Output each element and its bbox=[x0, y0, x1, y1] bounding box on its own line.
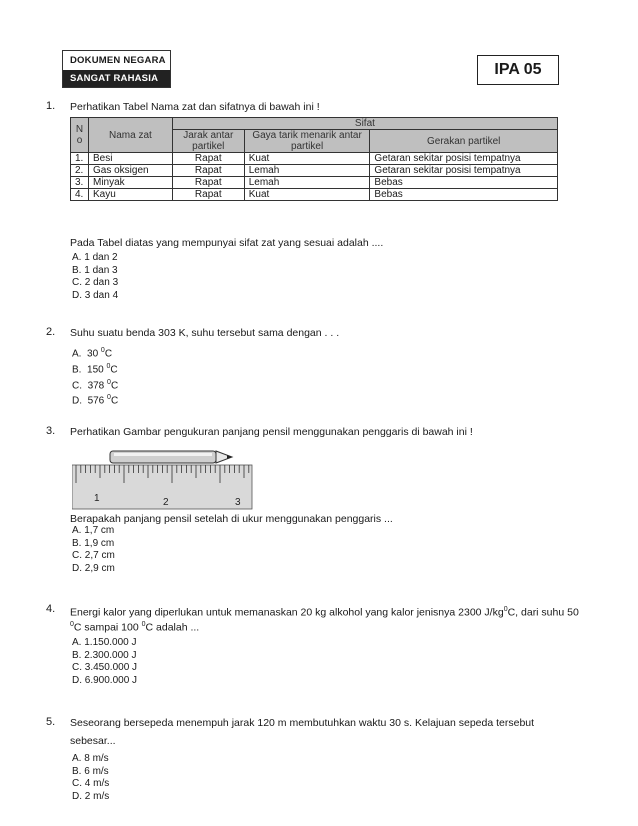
q5-line2: sebesar... bbox=[70, 735, 116, 747]
degree-sup: 0 bbox=[141, 621, 146, 628]
cell-nama: Kayu bbox=[88, 189, 172, 201]
option-value: 30 bbox=[87, 348, 99, 360]
ruler-label-1: 1 bbox=[94, 493, 100, 504]
cell-gerakan: Bebas bbox=[370, 189, 558, 201]
option-d: D. 2,9 cm bbox=[72, 562, 115, 574]
cell-gaya: Lemah bbox=[244, 177, 370, 189]
degree-sup: 0 bbox=[503, 606, 508, 613]
option-c bbox=[72, 377, 118, 393]
option-d: D. 3 dan 4 bbox=[72, 289, 119, 301]
degree-sup: 0 bbox=[106, 362, 111, 370]
option-letter: A. bbox=[72, 348, 82, 360]
option-value: 576 bbox=[87, 395, 105, 407]
q1-question: Pada Tabel diatas yang mempunyai sifat zat yang sesuai adalah .... bbox=[70, 237, 384, 249]
q1-table-wrap bbox=[70, 117, 558, 201]
option-unit: C bbox=[104, 348, 113, 360]
cell-no: 2. bbox=[71, 165, 89, 177]
option-c: C. 4 m/s bbox=[72, 778, 110, 789]
q4-line1-text: Energi kalor yang diperlukan untuk memanaskan 20 kg alkohol yang kalor jenisnya 2300 J/kg bbox=[70, 606, 504, 619]
table-row bbox=[71, 189, 558, 201]
table-header-sifat: Sifat bbox=[172, 118, 557, 130]
pencil-body bbox=[110, 451, 216, 463]
cell-no: 4. bbox=[71, 189, 89, 201]
q4-line2-text: C sampai 100 bbox=[73, 621, 142, 634]
table-row bbox=[71, 177, 558, 189]
option-unit: C bbox=[110, 364, 118, 376]
degree-sup: 0 bbox=[107, 394, 111, 402]
cell-gaya: Kuat bbox=[244, 189, 370, 201]
table-header-nama: Nama zat bbox=[88, 118, 172, 153]
option-value: 150 bbox=[87, 364, 104, 376]
cell-nama: Gas oksigen bbox=[88, 165, 172, 177]
q4-line1-end: C, dari suhu 50 bbox=[507, 606, 579, 619]
q3-number: 3. bbox=[46, 425, 56, 437]
option-c: C. 3.450.000 J bbox=[72, 662, 138, 673]
cell-gerakan: Getaran sekitar posisi tempatnya bbox=[370, 165, 558, 177]
option-b bbox=[72, 361, 118, 377]
cell-gerakan: Getaran sekitar posisi tempatnya bbox=[370, 153, 558, 165]
table-header-jarak: Jarak antar partikel bbox=[172, 130, 244, 153]
table-header-gaya: Gaya tarik menarik antar partikel bbox=[244, 130, 370, 153]
cell-gaya: Kuat bbox=[244, 153, 370, 165]
option-d bbox=[72, 392, 118, 408]
option-a: A. 8 m/s bbox=[72, 753, 109, 764]
degree-sup: 0 bbox=[70, 621, 74, 628]
ruler-label-2: 2 bbox=[163, 497, 169, 508]
q1-table bbox=[70, 117, 558, 201]
option-b: B. 2.300.000 J bbox=[72, 649, 137, 661]
option-unit: C bbox=[110, 395, 119, 407]
option-unit: C bbox=[110, 379, 119, 391]
option-c: C. 2 dan 3 bbox=[72, 277, 119, 288]
cell-gerakan: Bebas bbox=[370, 177, 558, 189]
q2-options bbox=[72, 345, 118, 408]
q2-number: 2. bbox=[46, 326, 56, 338]
option-a: A. 1.150.000 J bbox=[72, 637, 137, 648]
document-label-bottom: SANGAT RAHASIA bbox=[63, 70, 170, 87]
q2-text: Suhu suatu benda 303 K, suhu tersebut sama dengan . . . bbox=[70, 327, 340, 339]
degree-sup: 0 bbox=[107, 378, 111, 386]
cell-jarak: Rapat bbox=[172, 177, 244, 189]
pencil-highlight bbox=[114, 453, 212, 456]
pencil bbox=[110, 451, 232, 463]
q4-line2 bbox=[70, 618, 199, 635]
option-a: A. 1,7 cm bbox=[72, 525, 115, 536]
q4-line2-end: C adalah ... bbox=[145, 621, 200, 634]
option-a: A. 1 dan 2 bbox=[72, 252, 118, 263]
cell-no: 1. bbox=[71, 153, 89, 165]
ruler-pencil-figure bbox=[72, 443, 254, 511]
q5-number: 5. bbox=[46, 716, 56, 728]
q1-number: 1. bbox=[46, 100, 56, 112]
q5-options bbox=[72, 753, 109, 803]
q3-options bbox=[72, 525, 115, 575]
option-d: D. 6.900.000 J bbox=[72, 674, 138, 686]
option-b: B. 6 m/s bbox=[72, 765, 109, 777]
q4-number: 4. bbox=[46, 603, 56, 615]
option-value: 378 bbox=[87, 379, 105, 391]
option-b: B. 1 dan 3 bbox=[72, 264, 118, 276]
option-c: C. 2,7 cm bbox=[72, 550, 115, 561]
q3-question: Berapakah panjang pensil setelah di ukur menggunakan penggaris ... bbox=[70, 513, 393, 525]
cell-jarak: Rapat bbox=[172, 153, 244, 165]
document-label-top: DOKUMEN NEGARA bbox=[70, 55, 166, 66]
degree-sup: 0 bbox=[100, 347, 105, 354]
option-letter: B. bbox=[72, 364, 82, 376]
document-label-box bbox=[62, 50, 171, 88]
table-row bbox=[71, 165, 558, 177]
table-header-gerakan: Gerakan partikel bbox=[370, 130, 558, 153]
cell-gaya: Lemah bbox=[244, 165, 370, 177]
cell-nama: Minyak bbox=[88, 177, 172, 189]
q5-line1: Seseorang bersepeda menempuh jarak 120 m membutuhkan waktu 30 s. Kelajuan sepeda tersebut bbox=[70, 717, 535, 729]
cell-no: 3. bbox=[71, 177, 89, 189]
subject-code: IPA 05 bbox=[477, 55, 559, 85]
option-letter: D. bbox=[72, 395, 82, 407]
q4-options bbox=[72, 637, 137, 687]
q1-text: Perhatikan Tabel Nama zat dan sifatnya di bawah ini ! bbox=[70, 101, 320, 113]
cell-nama: Besi bbox=[88, 153, 172, 165]
option-d: D. 2 m/s bbox=[72, 790, 110, 802]
q1-options bbox=[72, 252, 118, 302]
table-row bbox=[71, 153, 558, 165]
option-letter: C. bbox=[72, 379, 82, 391]
option-b: B. 1,9 cm bbox=[72, 537, 115, 549]
table-header-no: N o bbox=[71, 118, 89, 153]
option-a bbox=[72, 345, 118, 361]
cell-jarak: Rapat bbox=[172, 189, 244, 201]
q3-text: Perhatikan Gambar pengukuran panjang pensil menggunakan penggaris di bawah ini ! bbox=[70, 426, 473, 438]
cell-jarak: Rapat bbox=[172, 165, 244, 177]
ruler-label-3: 3 bbox=[235, 497, 241, 508]
